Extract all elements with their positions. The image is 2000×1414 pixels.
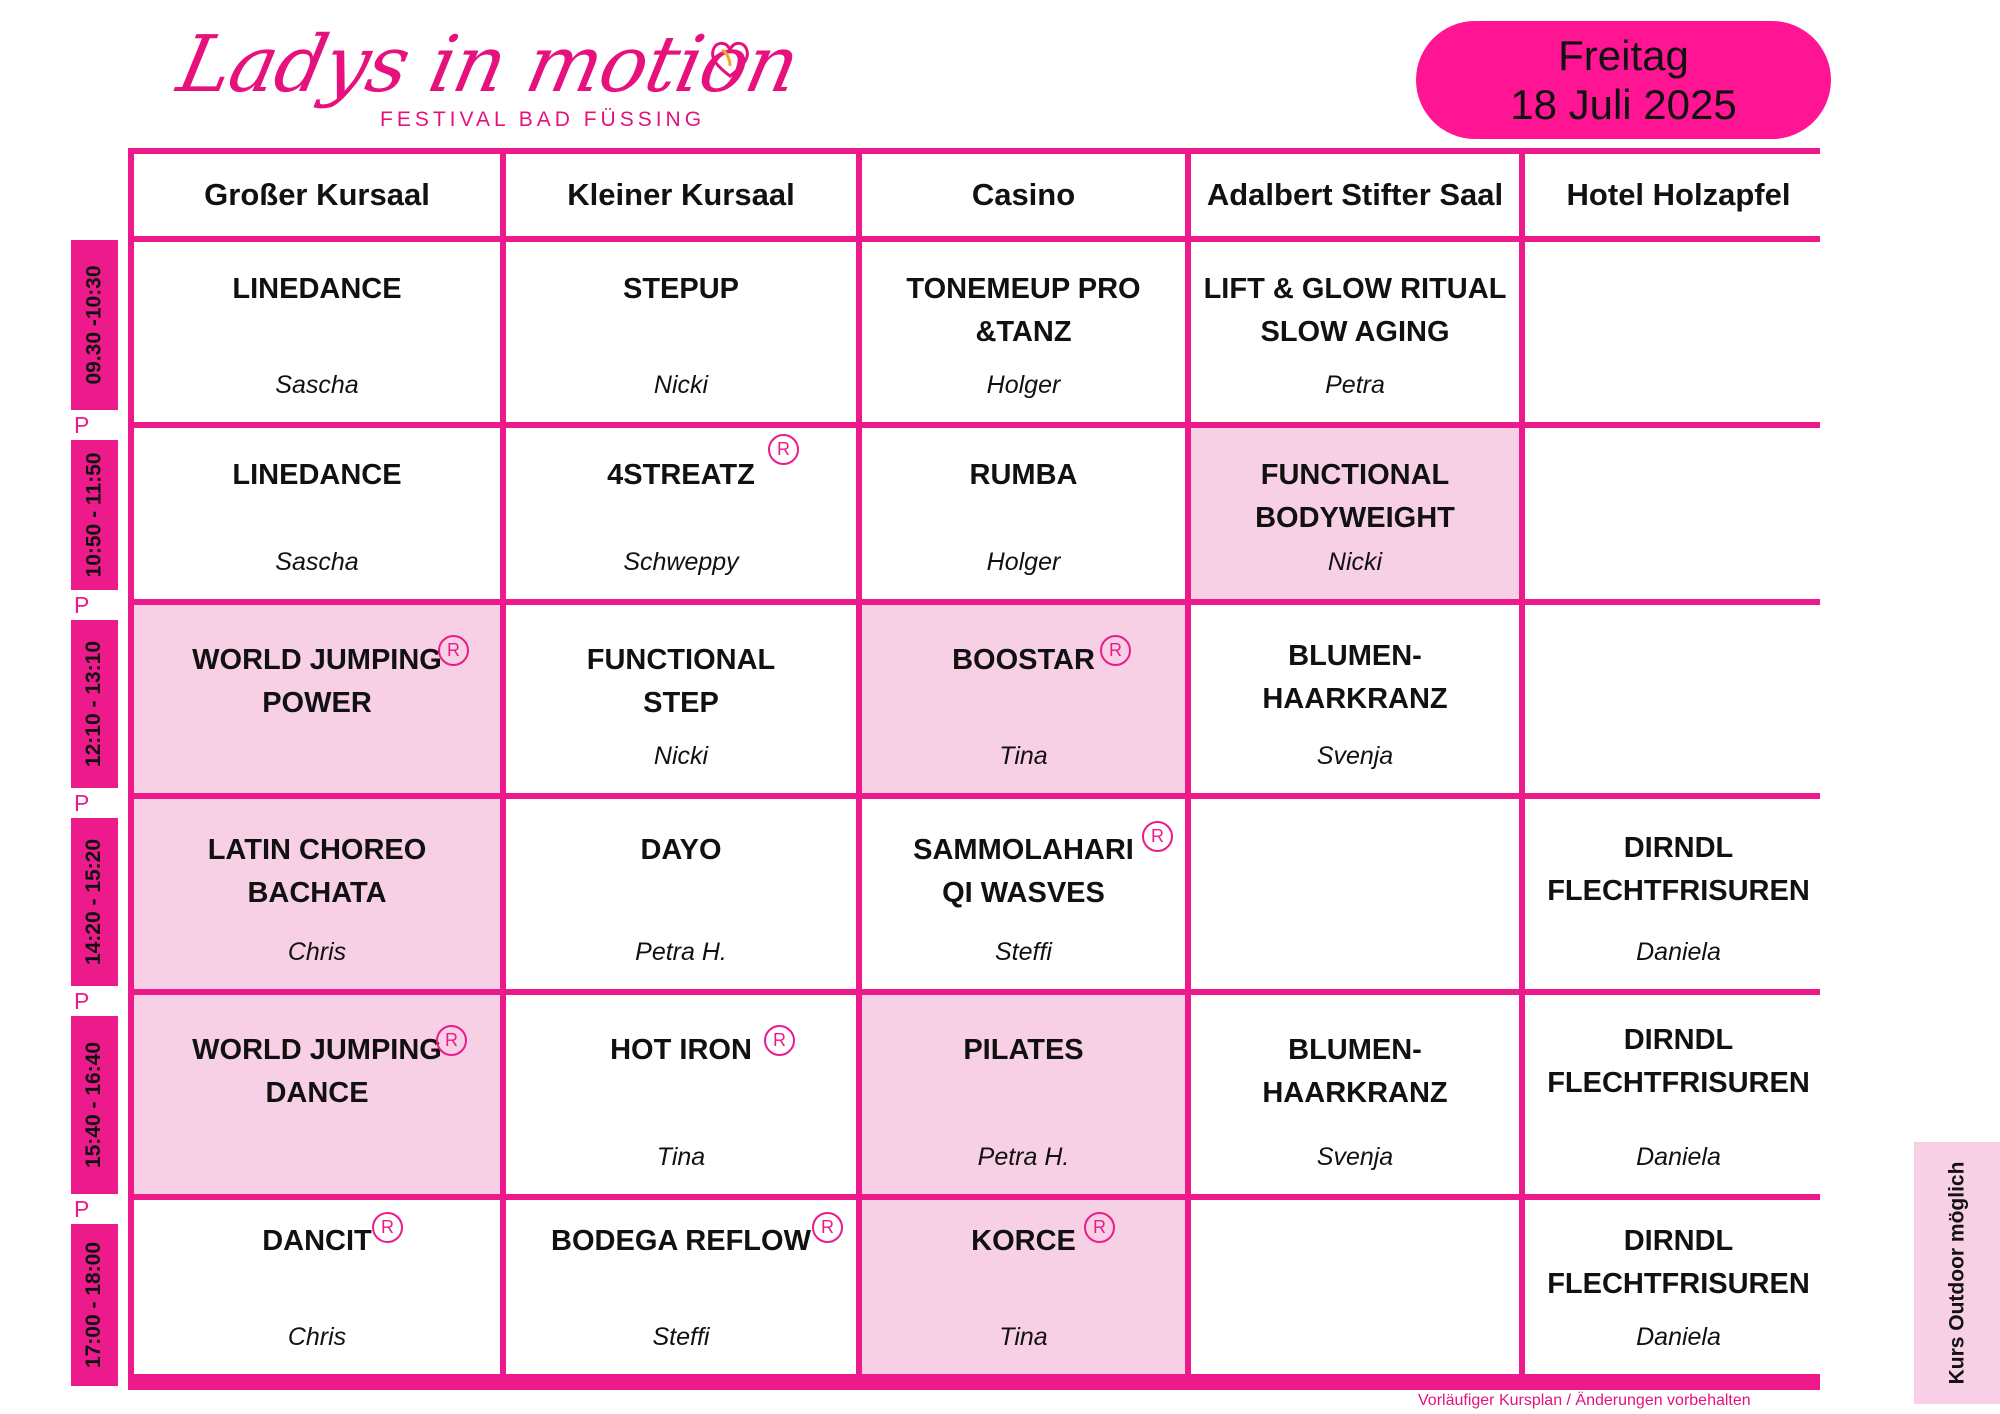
registered-trademark-icon: R <box>438 635 469 666</box>
registered-trademark-icon: R <box>768 434 799 465</box>
course-name-line-2: &TANZ <box>975 316 1072 348</box>
course-cell-outdoor-possible <box>134 995 500 1194</box>
trainer-name: Svenja <box>1316 1143 1394 1171</box>
registered-trademark-icon: R <box>764 1025 795 1056</box>
course-cell <box>506 605 856 793</box>
course-cell <box>506 242 856 422</box>
course-name: DANCIT <box>262 1225 372 1257</box>
logo-wordmark: Ladys in motion <box>170 20 807 110</box>
trainer-name: Steffi <box>652 1323 710 1351</box>
course-cell <box>134 1200 500 1374</box>
course-cell <box>134 242 500 422</box>
outdoor-legend-text: Kurs Outdoor möglich <box>1945 1161 1969 1385</box>
course-name: TONEMEUP PRO <box>906 273 1141 305</box>
registered-trademark-icon: R <box>812 1212 843 1243</box>
course-cell <box>506 428 856 599</box>
course-name: WORLD JUMPING <box>192 1034 442 1066</box>
registered-trademark-icon: R <box>1100 635 1131 666</box>
course-cell <box>862 799 1185 989</box>
course-name: DIRNDL <box>1623 1225 1734 1257</box>
trainer-name: Petra <box>1325 371 1385 399</box>
course-cell-outdoor-possible <box>862 1200 1185 1374</box>
registered-trademark-icon: R <box>436 1025 467 1056</box>
course-cell <box>1525 1200 1832 1374</box>
course-name: DAYO <box>640 834 722 866</box>
course-cell <box>862 242 1185 422</box>
trainer-name: Holger <box>986 371 1061 399</box>
course-name-line-2: BACHATA <box>247 877 387 909</box>
course-name: BLUMEN- <box>1288 1034 1422 1066</box>
course-name: 4STREATZ <box>607 459 755 491</box>
date-badge <box>1416 21 1831 139</box>
weekday: Freitag <box>1558 32 1689 79</box>
course-cell <box>506 995 856 1194</box>
course-name-line-2: HAARKRANZ <box>1262 683 1448 715</box>
trainer-name: Chris <box>287 938 347 966</box>
course-name-line-2: QI WASVES <box>942 877 1105 909</box>
registered-trademark-icon: R <box>372 1212 403 1243</box>
course-schedule-table <box>128 148 1820 1390</box>
empty-cell <box>1525 428 1832 599</box>
course-cell-outdoor-possible <box>862 605 1185 793</box>
course-cell-outdoor-possible <box>862 995 1185 1194</box>
course-cell <box>506 1200 856 1374</box>
time-slot: 15:40 - 16:40 <box>71 1016 118 1194</box>
time-slot: 12:10 - 13:10 <box>71 620 118 788</box>
pause-marker: P <box>74 1196 90 1222</box>
time-slot-strip <box>68 240 122 1386</box>
time-slot: 14:20 - 15:20 <box>71 818 118 986</box>
course-cell <box>1191 605 1519 793</box>
empty-cell <box>1191 799 1519 989</box>
empty-cell <box>1525 605 1832 793</box>
room-header: Hotel Holzapfel <box>1525 154 1832 236</box>
room-header: Großer Kursaal <box>134 154 500 236</box>
course-cell-outdoor-possible <box>134 799 500 989</box>
trainer-name: Petra H. <box>977 1143 1070 1171</box>
date-text: 18 Juli 2025 <box>1510 81 1737 128</box>
course-cell <box>1525 799 1832 989</box>
trainer-name: Nicki <box>653 742 709 770</box>
trainer-name: Tina <box>999 742 1048 770</box>
course-name: LATIN CHOREO <box>207 834 427 866</box>
room-header: Kleiner Kursaal <box>506 154 856 236</box>
course-name-line-2: BODYWEIGHT <box>1255 502 1455 534</box>
course-name-line-2: SLOW AGING <box>1260 316 1450 348</box>
course-name: LINEDANCE <box>232 273 402 305</box>
time-slot: 09.30 -10:30 <box>71 240 118 410</box>
trainer-name: Sascha <box>275 548 359 576</box>
festival-logo <box>170 20 807 140</box>
course-name: STEPUP <box>622 273 740 305</box>
course-name-line-2: STEP <box>643 687 719 719</box>
registered-trademark-icon: R <box>1084 1212 1115 1243</box>
trainer-name: Svenja <box>1316 742 1394 770</box>
trainer-name: Schweppy <box>623 548 739 576</box>
course-name: FUNCTIONAL <box>1260 459 1450 491</box>
course-cell <box>506 799 856 989</box>
pause-marker: P <box>74 592 90 618</box>
course-cell <box>1191 995 1519 1194</box>
trainer-name: Petra H. <box>635 938 727 966</box>
course-cell-indoor-highlight <box>1191 428 1519 599</box>
course-cell <box>862 428 1185 599</box>
course-name: WORLD JUMPING <box>192 644 442 676</box>
course-name: BOOSTAR <box>952 644 1095 676</box>
trainer-name: Nicki <box>1327 548 1383 576</box>
trainer-name: Tina <box>656 1143 706 1171</box>
registered-trademark-icon: R <box>1142 821 1173 852</box>
course-name: DIRNDL <box>1623 832 1734 864</box>
course-name-line-2: POWER <box>262 687 372 719</box>
course-name-line-2: FLECHTFRISUREN <box>1547 1268 1810 1300</box>
course-name: DIRNDL <box>1623 1024 1734 1056</box>
trainer-name: Tina <box>999 1323 1048 1351</box>
pause-marker: P <box>74 988 90 1014</box>
course-name: BODEGA REFLOW <box>551 1225 811 1257</box>
trainer-name: Steffi <box>995 938 1052 966</box>
course-cell <box>1191 242 1519 422</box>
course-name: LIFT & GLOW RITUAL <box>1203 273 1507 305</box>
course-name-line-2: FLECHTFRISUREN <box>1547 875 1810 907</box>
logo-subtitle: FESTIVAL BAD FÜSSING <box>380 108 706 131</box>
time-slot: 17:00 - 18:00 <box>71 1224 118 1386</box>
heart-icon <box>708 38 752 80</box>
course-name-line-2: FLECHTFRISUREN <box>1547 1067 1810 1099</box>
empty-cell <box>1191 1200 1519 1374</box>
course-name-line-2: HAARKRANZ <box>1262 1077 1448 1109</box>
pause-marker: P <box>74 790 90 816</box>
trainer-name: Nicki <box>653 371 709 399</box>
room-header: Adalbert Stifter Saal <box>1191 154 1519 236</box>
trainer-name: Sascha <box>275 371 359 399</box>
course-name-line-2: DANCE <box>265 1077 369 1109</box>
course-name: PILATES <box>963 1034 1084 1066</box>
time-slot: 10:50 - 11:50 <box>71 440 118 590</box>
disclaimer-footnote: Vorläufiger Kursplan / Änderungen vorbehalten <box>1418 1392 1751 1409</box>
outdoor-legend <box>1914 1142 2000 1404</box>
trainer-name: Holger <box>986 548 1061 576</box>
course-name: BLUMEN- <box>1288 640 1422 672</box>
course-name: RUMBA <box>969 459 1078 491</box>
course-cell <box>1525 995 1832 1194</box>
course-name: FUNCTIONAL <box>586 644 776 676</box>
trainer-name: Daniela <box>1636 938 1721 966</box>
trainer-name: Daniela <box>1636 1323 1721 1351</box>
course-cell <box>134 428 500 599</box>
trainer-name: Daniela <box>1636 1143 1721 1171</box>
empty-cell <box>1525 242 1832 422</box>
trainer-name: Chris <box>287 1323 347 1351</box>
course-name: LINEDANCE <box>232 459 402 491</box>
course-cell-outdoor-possible <box>134 605 500 793</box>
course-name: KORCE <box>971 1225 1076 1257</box>
course-name: HOT IRON <box>610 1034 752 1066</box>
pause-marker: P <box>74 412 90 438</box>
course-name: SAMMOLAHARI <box>913 834 1134 866</box>
room-header: Casino <box>862 154 1185 236</box>
